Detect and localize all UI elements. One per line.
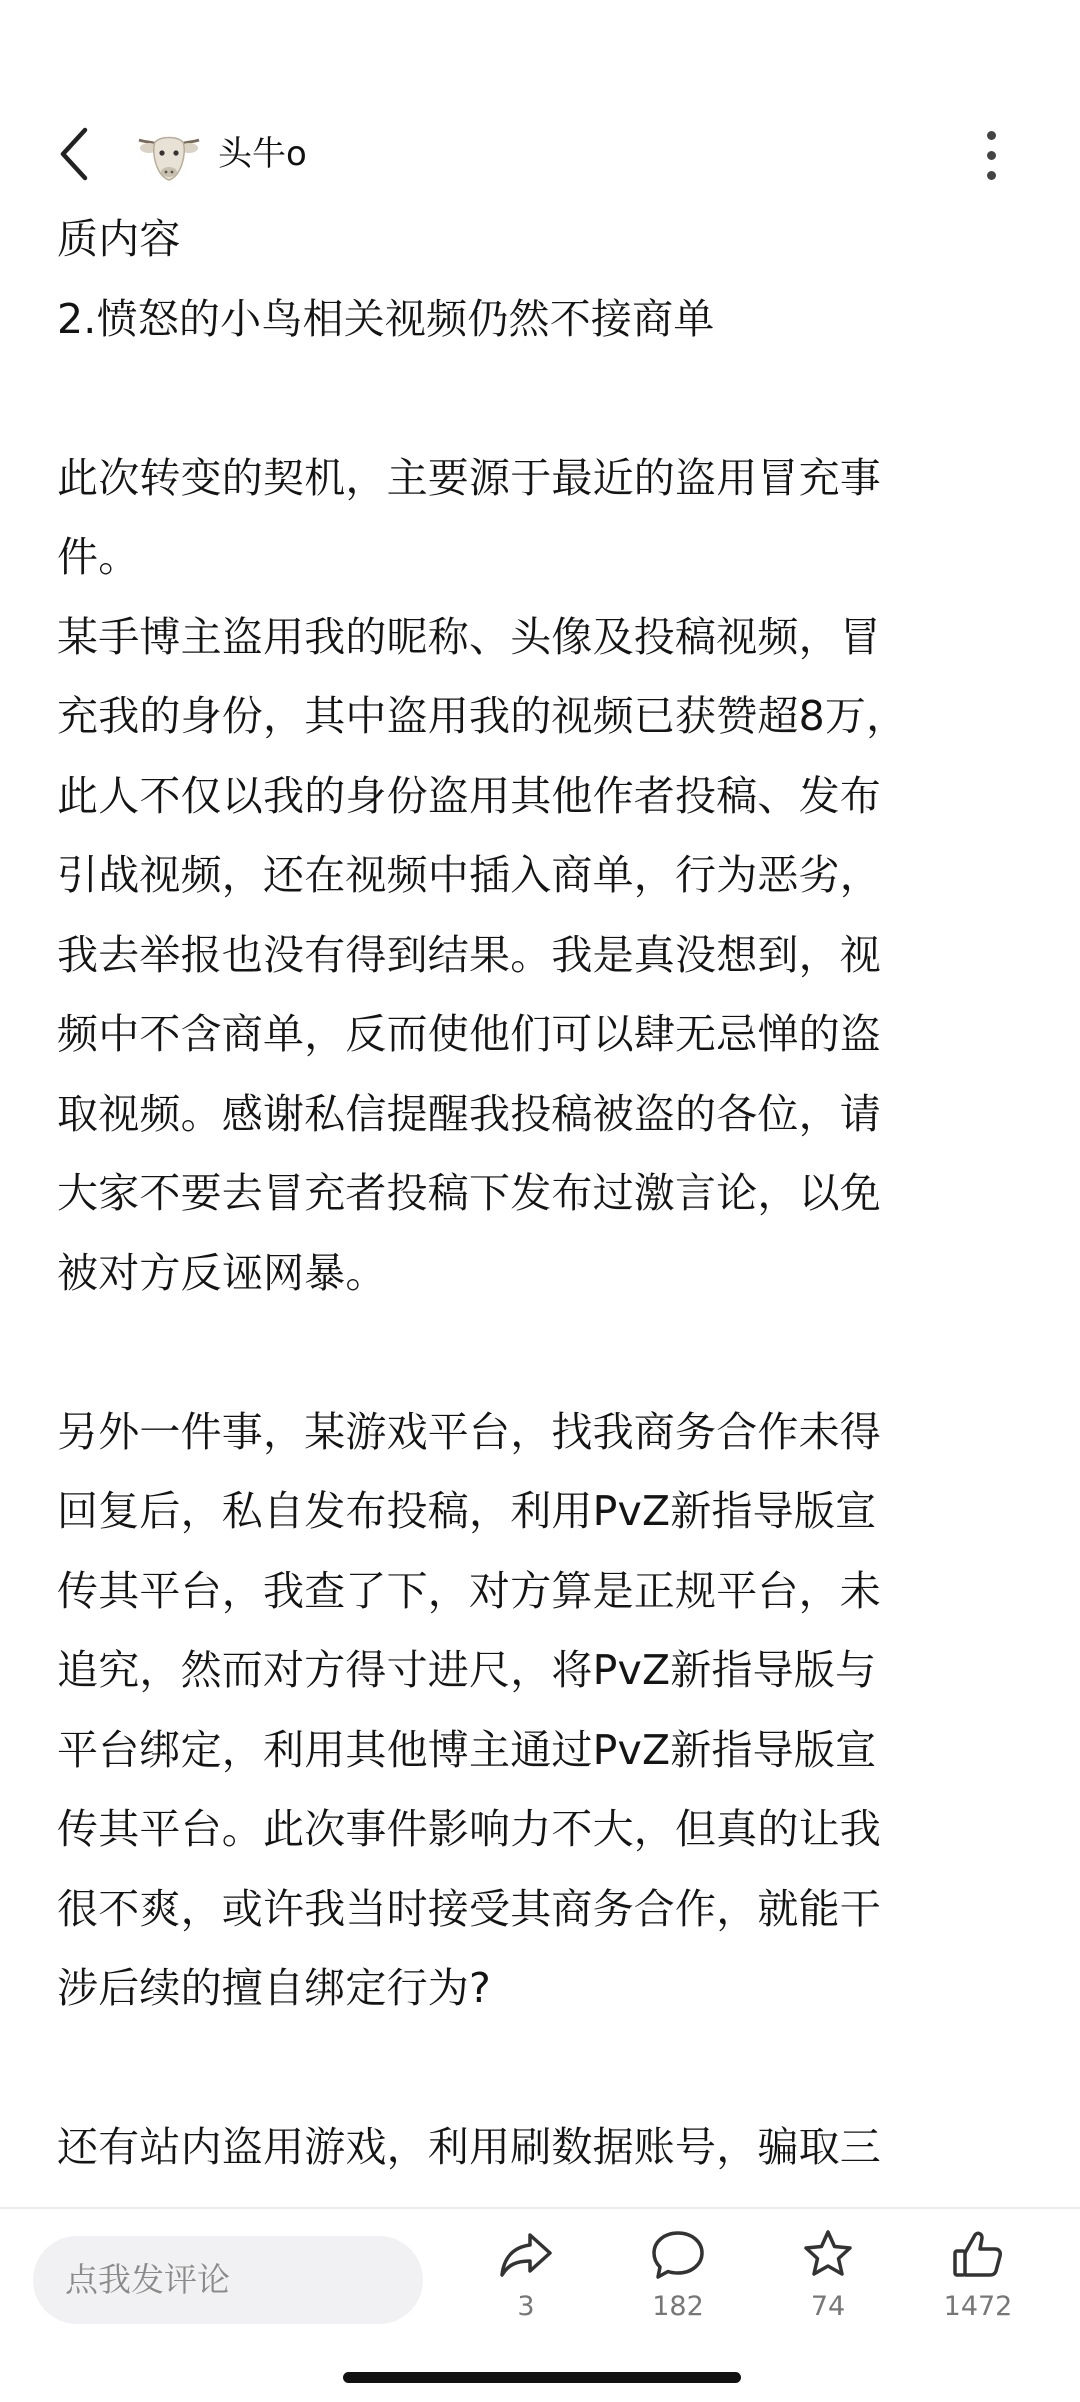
post-header (0, 100, 1080, 210)
article-blank-line (57, 359, 1017, 439)
share-arrow-icon (498, 2227, 554, 2283)
chevron-left-icon (57, 126, 91, 182)
article-blank-line (57, 1313, 1017, 1393)
favorite-count: 74 (810, 2291, 846, 2322)
article-line: 充我的身份，其中盗用我的视频已获赞超8万， (57, 692, 908, 740)
comment-button[interactable] (618, 2227, 738, 2323)
article-line: 质内容 (57, 215, 181, 263)
article-body (57, 200, 1017, 2188)
favorite-button[interactable] (768, 2227, 888, 2323)
article-line: 涉后续的擅自绑定行为? (57, 1964, 491, 2012)
article-line: 2.愤怒的小鸟相关视频仍然不接商单 (57, 294, 715, 343)
more-vertical-icon (987, 131, 996, 140)
bottom-action-bar (0, 2207, 1080, 2402)
share-button[interactable] (466, 2227, 586, 2323)
article-line: 回复后，私自发布投稿，利用PvZ新指导版宣 (57, 1487, 877, 1535)
article-line: 此人不仅以我的身份盗用其他作者投稿、发布 (57, 771, 881, 820)
article-line: 大家不要去冒充者投稿下发布过激言论，以免 (57, 1169, 881, 1217)
article-line: 传其平台。此次事件影响力不大，但真的让我 (57, 1805, 881, 1853)
article-line: 平台绑定，利用其他博主通过PvZ新指导版宣 (57, 1725, 877, 1774)
article-line: 追究，然而对方得寸进尺，将PvZ新指导版与 (57, 1646, 877, 1694)
article-line: 某手博主盗用我的昵称、头像及投稿视频，冒 (57, 612, 881, 661)
comment-bubble-icon (650, 2227, 706, 2283)
bull-head-avatar (135, 120, 203, 188)
article-line: 很不爽，或许我当时接受其商务合作，就能干 (57, 1884, 881, 1933)
star-icon (800, 2227, 856, 2283)
username[interactable]: 头牛o (218, 134, 307, 174)
article-line: 频中不含商单，反而使他们可以肆无忌惮的盗 (57, 1010, 881, 1058)
article-line: 还有站内盗用游戏，利用刷数据账号，骗取三 (57, 2123, 881, 2171)
avatar[interactable] (135, 120, 203, 188)
like-count: 1472 (943, 2291, 1013, 2322)
article-line: 我去举报也没有得到结果。我是真没想到，视 (57, 930, 881, 979)
article-blank-line (57, 2029, 1017, 2109)
comment-count: 182 (652, 2291, 704, 2322)
like-button[interactable] (918, 2227, 1038, 2323)
article-line: 此次转变的契机，主要源于最近的盗用冒充事 (57, 453, 881, 502)
home-indicator[interactable] (343, 2372, 741, 2383)
more-options-button[interactable] (966, 124, 1016, 186)
comment-input[interactable]: 点我发评论 (33, 2236, 423, 2324)
article-line: 取视频。感谢私信提醒我投稿被盗的各位，请 (57, 1089, 881, 1138)
article-line: 被对方反诬网暴。 (57, 1248, 387, 1297)
article-line: 另外一件事，某游戏平台，找我商务合作未得 (57, 1407, 881, 1456)
article-line: 引战视频，还在视频中插入商单，行为恶劣， (57, 851, 881, 899)
share-count: 3 (517, 2291, 535, 2322)
article-line: 传其平台，我查了下，对方算是正规平台，未 (57, 1566, 881, 1615)
back-button[interactable] (44, 122, 104, 186)
article-line: 件。 (57, 533, 140, 581)
thumbs-up-icon (950, 2227, 1006, 2283)
